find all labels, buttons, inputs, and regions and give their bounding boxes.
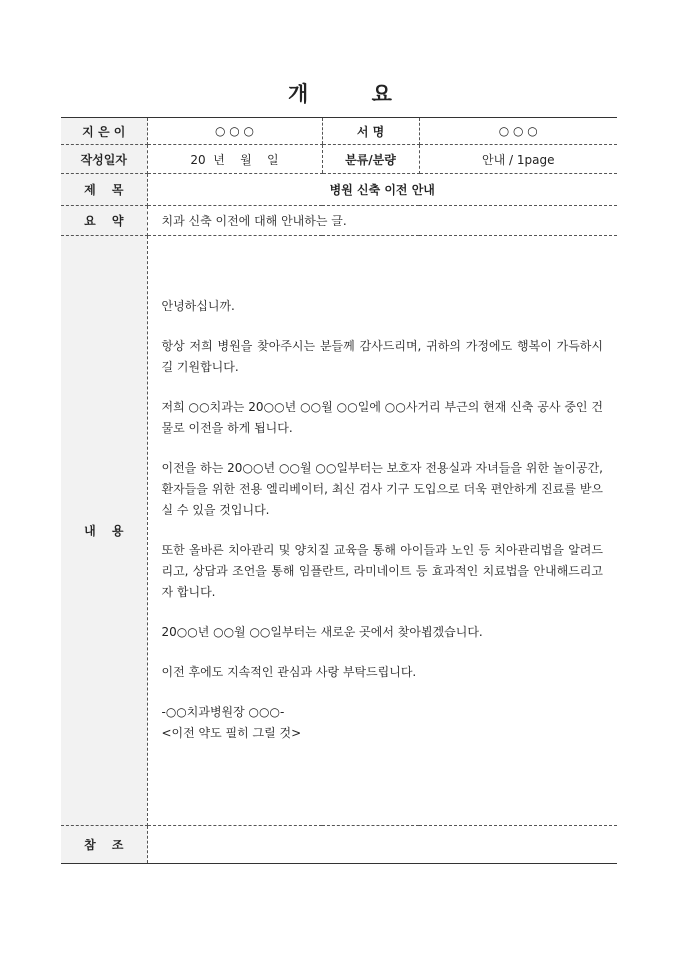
subject-value: 병원 신축 이전 안내	[147, 174, 617, 206]
subject-label: 제 목	[61, 174, 147, 206]
map-note: <이전 약도 필히 그릴 것>	[161, 726, 302, 740]
author-row	[61, 118, 617, 145]
reference-row	[61, 826, 617, 864]
summary-row	[61, 206, 617, 236]
category-label: 분류/분량	[322, 145, 419, 174]
author-label: 지 은 이	[61, 118, 147, 145]
facilities-paragraph: 이전을 하는 20○○년 ○○월 ○○일부터는 보호자 전용실과 자녀들을 위한 놀이공간, 환자들을 위한 전용 엘리베이터, 최신 검사 기구 도입으로 더욱 편안하게 진료를 받으실 수 있을 것입니다.	[161, 461, 603, 517]
closing-paragraph: 이전 후에도 지속적인 관심과 사랑 부탁드립니다.	[161, 665, 417, 679]
relocation-paragraph: 저희 ○○치과는 20○○년 ○○월 ○○일에 ○○사거리 부근의 현재 신축 공사 중인 건물로 이전을 하게 됩니다.	[161, 400, 603, 435]
summary-table	[61, 117, 617, 864]
date-row	[61, 145, 617, 174]
summary-label: 요 약	[61, 206, 147, 236]
signature-label: 서 명	[322, 118, 419, 145]
subject-row	[61, 174, 617, 206]
date-value: 20 년 월 일	[147, 145, 322, 174]
start-date-paragraph: 20○○년 ○○월 ○○일부터는 새로운 곳에서 찾아뵙겠습니다.	[161, 625, 483, 639]
summary-value: 치과 신축 이전에 대해 안내하는 글.	[147, 206, 617, 236]
thanks-paragraph: 항상 저희 병원을 찾아주시는 분들께 감사드리며, 귀하의 가정에도 행복이 가득하시길 기원합니다.	[161, 339, 603, 374]
author-value: ○ ○ ○	[147, 118, 322, 145]
date-label: 작성일자	[61, 145, 147, 174]
signature-line: -○○치과병원장 ○○○-	[161, 705, 285, 719]
signature-value: ○ ○ ○	[419, 118, 617, 145]
reference-label: 참 조	[61, 826, 147, 864]
document-title: 개 요	[288, 82, 420, 106]
greeting-paragraph: 안녕하십니까.	[161, 299, 235, 313]
content-row	[61, 236, 617, 826]
content-body	[147, 236, 617, 826]
reference-value	[147, 826, 617, 864]
care-paragraph: 또한 올바른 치아관리 및 양치질 교육을 통해 아이들과 노인 등 치아관리법을 알려드리고, 상담과 조언을 통해 임플란트, 라미네이트 등 효과적인 치료법을 안내해드리고자 합니다.	[161, 543, 603, 599]
category-value: 안내 / 1page	[419, 145, 617, 174]
content-label: 내 용	[61, 236, 147, 826]
